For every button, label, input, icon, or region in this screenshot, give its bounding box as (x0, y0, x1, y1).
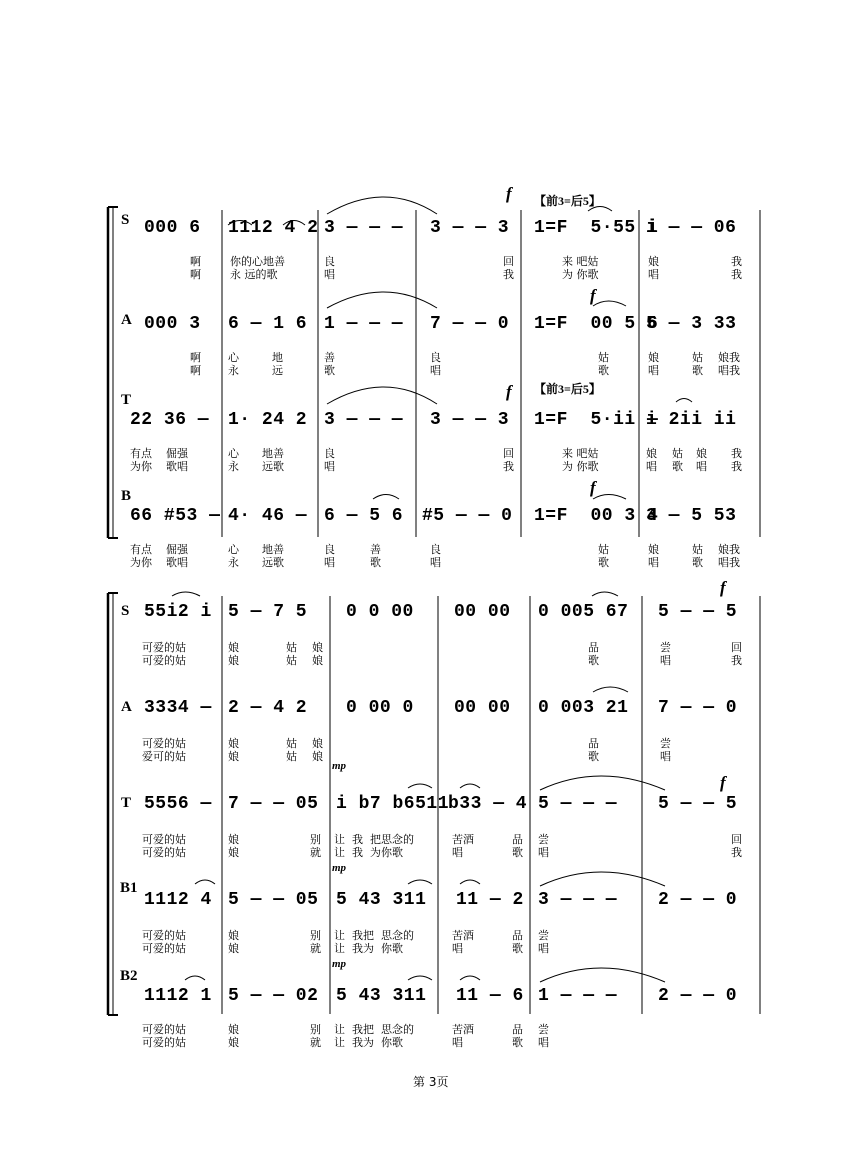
lyric: 姑 (598, 351, 609, 364)
lyric: 歌 (588, 654, 599, 667)
lyric: 品 (588, 641, 599, 654)
lyric: 歌 (512, 942, 523, 955)
lyric: 歌 (324, 364, 335, 377)
notes-s-m5: 1=F 5·55 i (534, 218, 659, 238)
lyric: 苦酒 (452, 833, 474, 846)
dynamic-f: f (590, 286, 596, 305)
lyric: 姑 (598, 543, 609, 556)
lyric: 让 我 把思念的 (334, 833, 414, 846)
lyric: 我 (731, 447, 742, 460)
lyric: 娘 (228, 1036, 239, 1049)
lyric: 地善 (262, 543, 284, 556)
lyric: 姑 (286, 641, 297, 654)
lyric: 别 (310, 929, 321, 942)
lyric: 永 (228, 460, 239, 473)
dynamic-f: f (506, 184, 512, 203)
lyric: 品 (512, 1023, 523, 1036)
notes-s2-m5: 0 005 67 (538, 602, 629, 622)
lyric: 苦酒 (452, 1023, 474, 1036)
lyric: 永 (228, 364, 239, 377)
lyric: 心 (228, 351, 239, 364)
part-label-tenor: T (121, 392, 132, 408)
notes-b12-m1: 1112 4 (144, 890, 212, 910)
page-number: 第 3页 (413, 1075, 449, 1089)
lyric: 可爱的姑 (142, 833, 186, 846)
lyric: 姑 (692, 351, 703, 364)
lyric: 良 (430, 351, 441, 364)
notes-s2-m3: 0 0 00 (346, 602, 414, 622)
notes-s2-m6: 5 — — 5 (658, 602, 738, 622)
lyric: 为你 (130, 460, 152, 473)
notes-s2-m4: 00 00 (454, 602, 511, 622)
notes-a-m1: 000 3 (144, 314, 201, 334)
notes-s2-m2: 5 — 7 5 (228, 602, 308, 622)
part-label-bass1: B1 (120, 880, 138, 896)
lyric: 可爱的姑 (142, 846, 186, 859)
lyric: 良 (324, 543, 335, 556)
lyric: 我 (503, 460, 514, 473)
dynamic-f: f (590, 478, 596, 497)
lyric: 地 (272, 351, 283, 364)
lyric: 娘我 (718, 351, 740, 364)
lyric: 歌唱 (166, 556, 188, 569)
lyric: 啊 (190, 255, 201, 268)
lyric: 娘 (228, 846, 239, 859)
notes-t-m1: 22 36 — (130, 410, 210, 430)
lyric: 尝 (538, 929, 549, 942)
lyric: 可爱的姑 (142, 1023, 186, 1036)
lyric: 远歌 (262, 556, 284, 569)
lyric: 唱 (538, 846, 549, 859)
lyric: 我 (731, 846, 742, 859)
lyric: 歌 (512, 1036, 523, 1049)
lyric: 歌唱 (166, 460, 188, 473)
notes-t2-m4: b33 — 4 (448, 794, 528, 814)
lyric: 让 我为 你歌 (334, 942, 403, 955)
lyric: 有点 (130, 447, 152, 460)
lyric: 唱我 (718, 556, 740, 569)
part-label-bass: B (121, 488, 132, 504)
notes-t-m5: 1=F 5·ii — (534, 410, 659, 430)
lyric: 可爱的姑 (142, 641, 186, 654)
lyric: 地善 (262, 447, 284, 460)
notes-a2-m2: 2 — 4 2 (228, 698, 308, 718)
lyric: 唱 (324, 556, 335, 569)
lyric: 苦酒 (452, 929, 474, 942)
notes-a2-m3: 0 00 0 (346, 698, 414, 718)
lyric: 娘 (648, 351, 659, 364)
notes-t2-m3: i b7 b6511 (336, 794, 450, 814)
notes-t2-m2: 7 — — 05 (228, 794, 319, 814)
lyric: 可爱的姑 (142, 929, 186, 942)
lyric: 永 (228, 556, 239, 569)
part-label-bass2: B2 (120, 968, 138, 984)
lyric: 姑 (286, 750, 297, 763)
lyric: 唱 (648, 364, 659, 377)
lyric: 别 (310, 1023, 321, 1036)
lyric: 娘 (312, 737, 323, 750)
lyric: 唱我 (718, 364, 740, 377)
lyric: 娘 (312, 654, 323, 667)
dynamic-f: f (720, 773, 726, 792)
notes-b-m6: 3 — 5 53 (646, 506, 737, 526)
notes-s-m3: 3 — — — (324, 218, 404, 238)
lyric: 有点 (130, 543, 152, 556)
lyric: 啊 (190, 351, 201, 364)
lyric: 为 你歌 (562, 268, 599, 281)
notes-b22-m2: 5 — — 02 (228, 986, 319, 1006)
notes-t-m6: i 2ii ii (646, 410, 737, 430)
lyric: 唱 (452, 942, 463, 955)
notes-t2-m5: 5 — — — (538, 794, 618, 814)
notes-a2-m4: 00 00 (454, 698, 511, 718)
lyric: 良 (324, 447, 335, 460)
lyric: 歌 (588, 750, 599, 763)
notes-b22-m6: 2 — — 0 (658, 986, 738, 1006)
lyric: 就 (310, 846, 321, 859)
lyric: 心 (228, 447, 239, 460)
lyric: 爱可的姑 (142, 750, 186, 763)
lyric: 娘 (648, 255, 659, 268)
section-mark: 【前3=后5】 (534, 194, 601, 208)
lyric: 唱 (648, 556, 659, 569)
lyric: 姑 (286, 654, 297, 667)
notes-b12-m6: 2 — — 0 (658, 890, 738, 910)
lyric: 尝 (660, 641, 671, 654)
lyric: 唱 (452, 1036, 463, 1049)
lyric: 尝 (538, 833, 549, 846)
lyric: 唱 (538, 942, 549, 955)
lyric: 啊 (190, 364, 201, 377)
lyric: 来 吧姑 (562, 255, 599, 268)
notes-a-m2: 6 — 1 6 (228, 314, 308, 334)
notes-b12-m5: 3 — — — (538, 890, 618, 910)
lyric: 娘 (696, 447, 707, 460)
dynamic-mp: mp (332, 862, 347, 874)
notes-b-m3: 6 — 5 6 (324, 506, 404, 526)
lyric: 歌 (370, 556, 381, 569)
lyric: 为 你歌 (562, 460, 599, 473)
lyric: 歌 (512, 846, 523, 859)
lyric: 来 吧姑 (562, 447, 599, 460)
lyric: 歌 (692, 364, 703, 377)
part-label-alto: A (121, 699, 132, 715)
lyric: 唱 (452, 846, 463, 859)
notes-b-m5: 1=F 00 3 4 (534, 506, 659, 526)
lyric: 唱 (324, 460, 335, 473)
lyric: 唱 (646, 460, 657, 473)
lyric: 回 (503, 447, 514, 460)
lyric: 尝 (660, 737, 671, 750)
lyric: 姑 (672, 447, 683, 460)
section-mark: 【前3=后5】 (534, 382, 601, 396)
lyric: 倔强 (166, 447, 188, 460)
part-label-alto: A (121, 312, 132, 328)
notes-s2-m1: 55i2 i (144, 602, 212, 622)
dynamic-mp: mp (332, 760, 347, 772)
lyric: 让 我把 思念的 (334, 1023, 414, 1036)
lyric: 回 (731, 833, 742, 846)
lyric: 善 (324, 351, 335, 364)
lyric: 娘 (228, 654, 239, 667)
lyric: 我 (731, 654, 742, 667)
lyric: 别 (310, 833, 321, 846)
notes-a-m4: 7 — — 0 (430, 314, 510, 334)
notes-s-m4: 3 — — 3 (430, 218, 510, 238)
notes-b12-m4: 11 — 2 (456, 890, 524, 910)
part-label-tenor: T (121, 795, 132, 811)
lyric: 我 (503, 268, 514, 281)
lyric: 良 (430, 543, 441, 556)
lyric: 可爱的姑 (142, 942, 186, 955)
notes-s-m2: 1112 4 2 (228, 218, 319, 238)
notes-b12-m2: 5 — — 05 (228, 890, 319, 910)
notes-a2-m1: 3334 — (144, 698, 212, 718)
lyric: 就 (310, 1036, 321, 1049)
notes-t2-m6: 5 — — 5 (658, 794, 738, 814)
lyric: 良 (324, 255, 335, 268)
lyric: 娘 (228, 833, 239, 846)
notes-a-m5: 1=F 00 5 6 (534, 314, 659, 334)
lyric: 娘 (228, 750, 239, 763)
notes-b22-m5: 1 — — — (538, 986, 618, 1006)
notes-s-m6: i — — 06 (646, 218, 737, 238)
notes-a2-m5: 0 003 21 (538, 698, 629, 718)
lyric: 歌 (598, 364, 609, 377)
lyric: 倔强 (166, 543, 188, 556)
dynamic-f: f (720, 578, 726, 597)
lyric: 为你 (130, 556, 152, 569)
lyric: 永 远的歌 (230, 268, 278, 281)
lyric: 唱 (648, 268, 659, 281)
notes-a2-m6: 7 — — 0 (658, 698, 738, 718)
lyric: 品 (512, 929, 523, 942)
lyric: 你的心地善 (230, 255, 285, 268)
notes-t-m2: 1· 24 2 (228, 410, 308, 430)
part-label-soprano: S (121, 212, 130, 228)
notes-b-m2: 4· 46 — (228, 506, 308, 526)
lyric: 娘 (228, 1023, 239, 1036)
lyric: 啊 (190, 268, 201, 281)
lyric: 娘 (646, 447, 657, 460)
lyric: 娘 (312, 641, 323, 654)
lyric: 善 (370, 543, 381, 556)
notes-s-m1: 000 6 (144, 218, 201, 238)
dynamic-f: f (506, 382, 512, 401)
lyric: 娘我 (718, 543, 740, 556)
lyric: 娘 (312, 750, 323, 763)
notes-a-m6: 5 — 3 33 (646, 314, 737, 334)
lyric: 娘 (228, 641, 239, 654)
lyric: 就 (310, 942, 321, 955)
notes-b-m4: #5 — — 0 (422, 506, 513, 526)
lyric: 让 我把 思念的 (334, 929, 414, 942)
lyric: 姑 (286, 737, 297, 750)
lyric: 回 (503, 255, 514, 268)
lyric: 远歌 (262, 460, 284, 473)
lyric: 唱 (430, 556, 441, 569)
lyric: 歌 (692, 556, 703, 569)
lyric: 娘 (648, 543, 659, 556)
lyric: 我 (731, 460, 742, 473)
lyric: 品 (588, 737, 599, 750)
lyric: 我 (731, 268, 742, 281)
notes-b22-m4: 11 — 6 (456, 986, 524, 1006)
lyric: 唱 (430, 364, 441, 377)
lyric: 姑 (692, 543, 703, 556)
notes-t-m4: 3 — — 3 (430, 410, 510, 430)
lyric: 唱 (660, 750, 671, 763)
lyric: 远 (272, 364, 283, 377)
lyric: 歌 (598, 556, 609, 569)
notes-b22-m1: 1112 1 (144, 986, 212, 1006)
dynamic-mp: mp (332, 958, 347, 970)
lyric: 唱 (660, 654, 671, 667)
lyric: 唱 (324, 268, 335, 281)
lyric: 品 (512, 833, 523, 846)
notes-a-m3: 1 — — — (324, 314, 404, 334)
notes-t-m3: 3 — — — (324, 410, 404, 430)
lyric: 心 (228, 543, 239, 556)
lyric: 唱 (696, 460, 707, 473)
notes-t2-m1: 5556 — (144, 794, 212, 814)
lyric: 娘 (228, 942, 239, 955)
lyric: 歌 (672, 460, 683, 473)
lyric: 可爱的姑 (142, 737, 186, 750)
lyric: 娘 (228, 929, 239, 942)
notes-b12-m3: 5 43 311 (336, 890, 427, 910)
lyric: 娘 (228, 737, 239, 750)
lyric: 让 我 为你歌 (334, 846, 403, 859)
lyric: 尝 (538, 1023, 549, 1036)
lyric: 回 (731, 641, 742, 654)
lyric: 让 我为 你歌 (334, 1036, 403, 1049)
lyric: 可爱的姑 (142, 654, 186, 667)
lyric: 我 (731, 255, 742, 268)
notes-b-m1: 66 #53 — (130, 506, 221, 526)
part-label-soprano: S (121, 603, 130, 619)
lyric: 可爱的姑 (142, 1036, 186, 1049)
lyric: 唱 (538, 1036, 549, 1049)
notes-b22-m3: 5 43 311 (336, 986, 427, 1006)
